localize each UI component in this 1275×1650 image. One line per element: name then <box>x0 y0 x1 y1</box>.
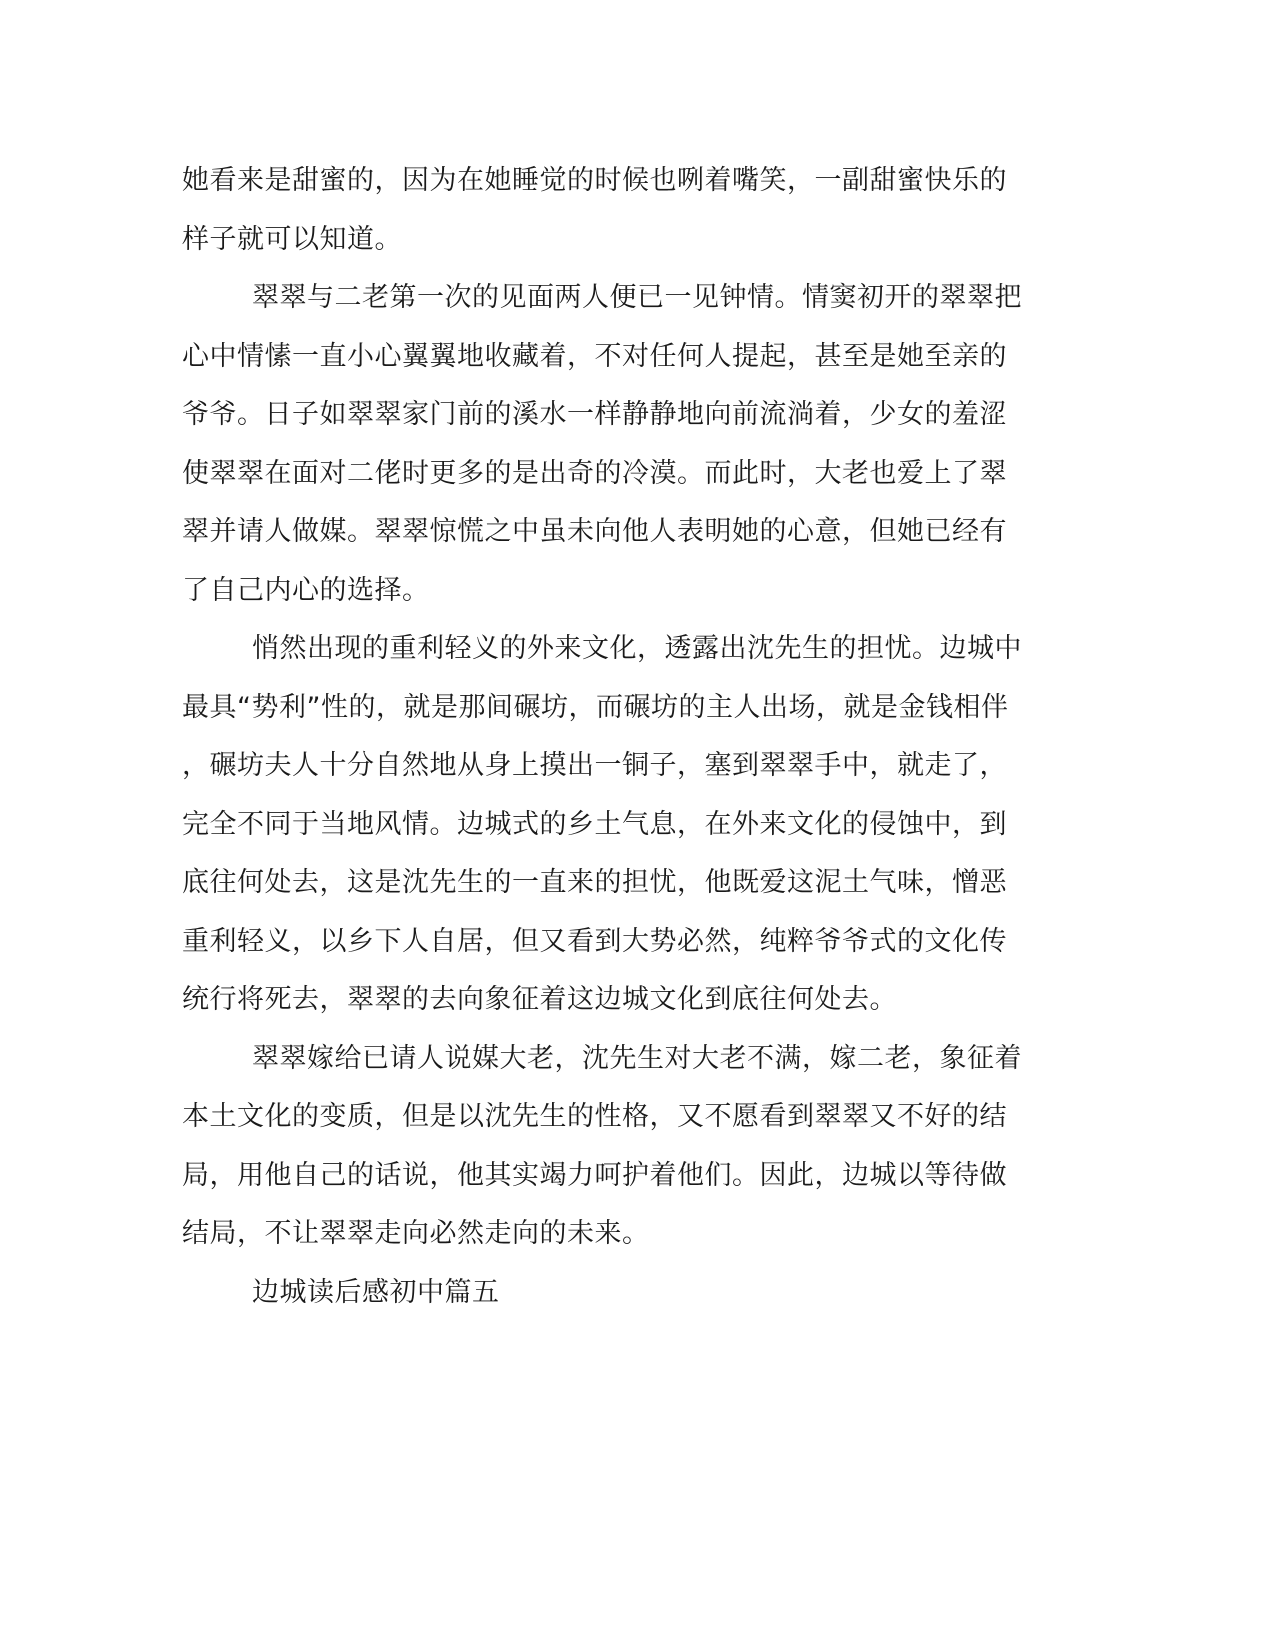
paragraph-first-line: 悄然出现的重利轻义的外来文化，透露出沈先生的担忧。边城中 <box>252 633 1022 664</box>
text-line: 心中情愫一直小心翼翼地收藏着，不对任何人提起，甚至是她至亲的 <box>182 341 1007 372</box>
text-line: 样子就可以知道。 <box>182 224 402 255</box>
text-line: 最具“势利”性的，就是那间碾坊，而碾坊的主人出场，就是金钱相伴 <box>182 692 1009 723</box>
section-heading: 边城读后感初中篇五 <box>252 1277 500 1308</box>
text-line: 结局，不让翠翠走向必然走向的未来。 <box>182 1218 650 1249</box>
text-line: 翠并请人做媒。翠翠惊慌之中虽未向他人表明她的心意，但她已经有 <box>182 516 1007 547</box>
text-line: 她看来是甜蜜的，因为在她睡觉的时候也咧着嘴笑，一副甜蜜快乐的 <box>182 165 1007 196</box>
text-line: 本土文化的变质，但是以沈先生的性格，又不愿看到翠翠又不好的结 <box>182 1101 1007 1132</box>
text-line: 完全不同于当地风情。边城式的乡土气息，在外来文化的侵蚀中，到 <box>182 809 1007 840</box>
paragraph-first-line: 翠翠与二老第一次的见面两人便已一见钟情。情窦初开的翠翠把 <box>252 282 1022 313</box>
text-line: 了自己内心的选择。 <box>182 575 430 606</box>
paragraph-first-line: 翠翠嫁给已请人说媒大老，沈先生对大老不满，嫁二老，象征着 <box>252 1043 1022 1074</box>
text-line: 重利轻义，以乡下人自居，但又看到大势必然，纯粹爷爷式的文化传 <box>182 926 1007 957</box>
text-line: 统行将死去，翠翠的去向象征着这边城文化到底往何处去。 <box>182 984 897 1015</box>
text-line: ，碾坊夫人十分自然地从身上摸出一铜子，塞到翠翠手中，就走了， <box>182 750 1007 781</box>
text-line: 局，用他自己的话说，他其实竭力呵护着他们。因此，边城以等待做 <box>182 1160 1007 1191</box>
text-line: 使翠翠在面对二佬时更多的是出奇的冷漠。而此时，大老也爱上了翠 <box>182 458 1007 489</box>
text-line: 底往何处去，这是沈先生的一直来的担忧，他既爱这泥土气味，憎恶 <box>182 867 1007 898</box>
text-line: 爷爷。日子如翠翠家门前的溪水一样静静地向前流淌着，少女的羞涩 <box>182 399 1007 430</box>
